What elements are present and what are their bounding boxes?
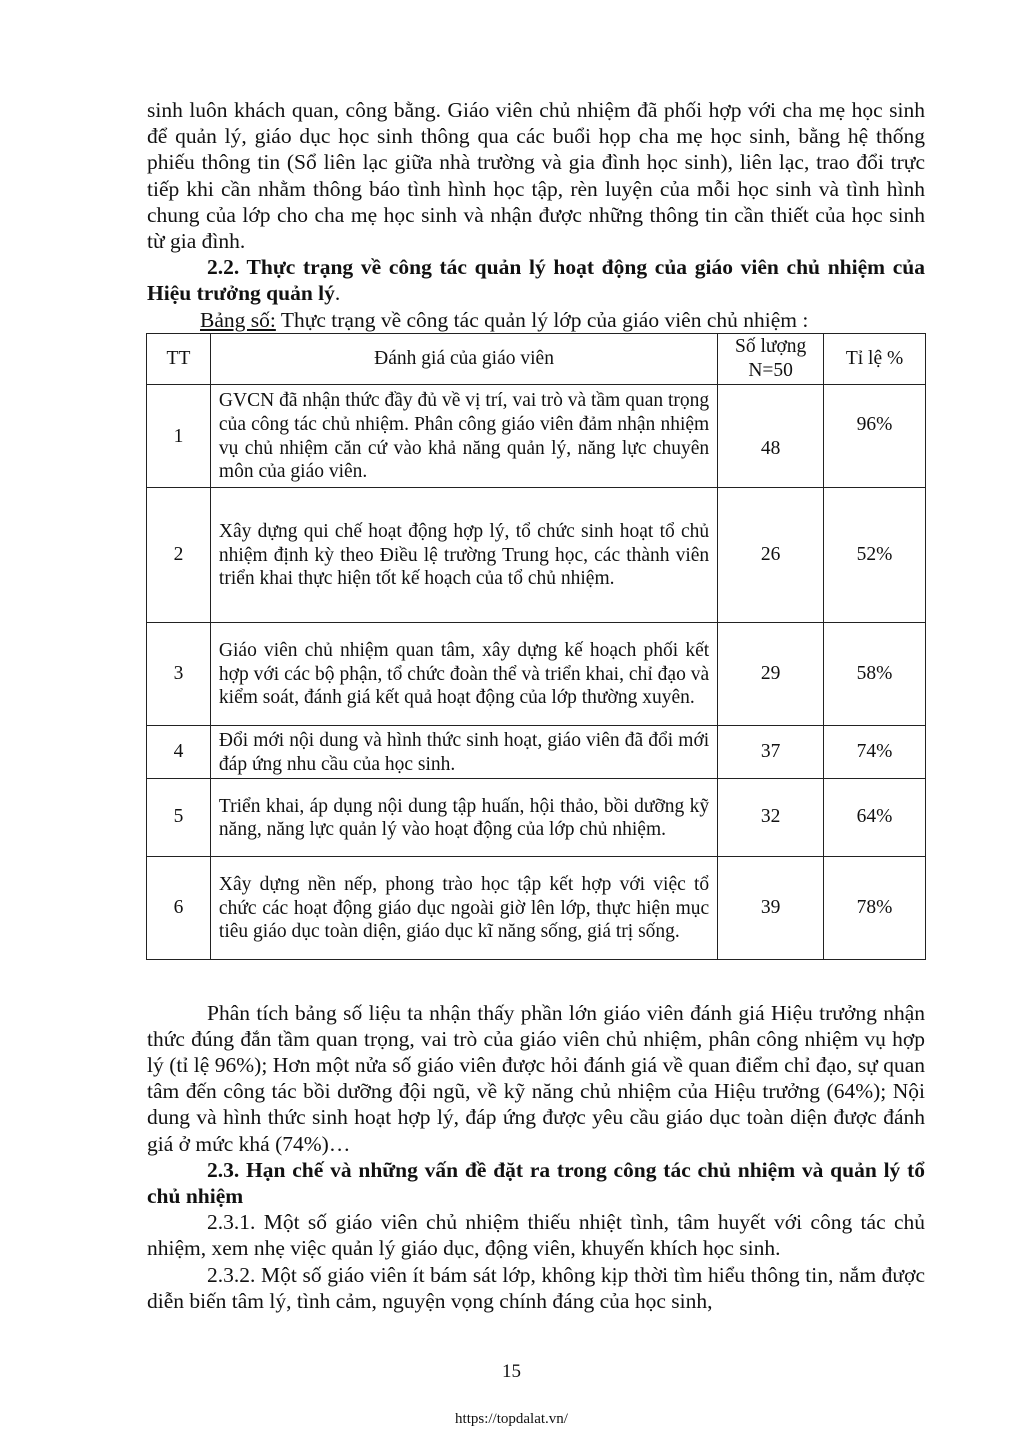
table-row [147,384,926,487]
section-2-2-number: 2.2. [207,255,240,280]
table-caption-text: Thực trạng về công tác quản lý lớp của giáo viên chủ nhiệm : [275,307,809,332]
row-text: Triển khai, áp dụng nội dung tập huấn, hội thảo, bồi dưỡng kỹ năng, năng lực quản lý vào hoạt động của lớp chủ nhiệm. [210,778,717,856]
page-number: 15 [502,1361,521,1382]
table-caption [200,307,925,333]
spacer [147,960,925,1000]
row-count: 39 [718,856,824,959]
row-text: Giáo viên chủ nhiệm quan tâm, xây dựng kế hoạch phối kết hợp với các bộ phận, tổ chức đoàn thể và triển khai, chỉ đạo và kiểm soát, đánh giá kết quả hoạt động của lớp thường xuyên. [210,622,717,725]
row-text: Xây dựng qui chế hoạt động hợp lý, tổ chức sinh hoạt tổ chủ nhiệm định kỳ theo Điều lệ trường Trung học, các thành viên triển khai thực hiện tốt kế hoạch của tổ chủ nhiệm. [210,487,717,622]
header-percent: Tỉ lệ % [824,333,926,384]
row-percent: 58% [824,622,926,725]
row-count: 32 [718,778,824,856]
header-evaluation: Đánh giá của giáo viên [210,333,717,384]
survey-table [146,333,926,960]
analysis-paragraph: Phân tích bảng số liệu ta nhận thấy phần lớn giáo viên đánh giá Hiệu trưởng nhận thức đúng đắn tầm quan trọng, vai trò của giáo viên chủ nhiệm, phân công nhiệm vụ hợp lý (tỉ lệ 96%); Hơn một nửa số giáo viên được hỏi đánh giá về quan điểm chỉ đạo, sự quan tâm đến công tác bồi dưỡng đội ngũ, về kỹ năng chủ nhiệm của Hiệu trưởng (64%); Nội dung và hình thức sinh hoạt hợp lý, đáp ứng được yêu cầu giáo dục toàn diện được đánh giá ở mức khá (74%)… [147,1000,925,1156]
row-count: 29 [718,622,824,725]
table-row [147,487,926,622]
section-2-2-title: Thực trạng về công tác quản lý hoạt động của giáo viên chủ nhiệm của Hiệu trưởng quản lý [147,255,925,306]
table-row [147,856,926,959]
row-percent: 64% [824,778,926,856]
table-row [147,622,926,725]
row-tt: 2 [147,487,211,622]
row-percent: 52% [824,487,926,622]
section-2-2-heading [147,254,925,306]
table-caption-label: Bảng số: [200,307,276,332]
row-percent: 78% [824,856,926,959]
header-count-line2: N=50 [748,359,793,381]
row-count: 26 [718,487,824,622]
row-tt: 4 [147,725,211,778]
header-count [718,333,824,384]
row-text: Đổi mới nội dung và hình thức sinh hoạt, giáo viên đã đổi mới đáp ứng nhu cầu của học sinh. [210,725,717,778]
section-2-2-end: . [334,281,341,306]
document-page [147,97,925,1314]
row-text: Xây dựng nền nếp, phong trào học tập kết hợp với việc tổ chức các hoạt động giáo dục ngoài giờ lên lớp, thực hiện mục tiêu giáo dục toàn diện, giáo dục kĩ năng sống, giá trị sống. [210,856,717,959]
table-header-row [147,333,926,384]
row-tt: 6 [147,856,211,959]
header-count-line1: Số lượng [734,336,807,358]
item-2-3-1: 2.3.1. Một số giáo viên chủ nhiệm thiếu nhiệt tình, tâm huyết với công tác chủ nhiệm, xem nhẹ việc quản lý giáo dục, động viên, khuyến khích học sinh. [147,1210,925,1261]
item-2-3-2: 2.3.2. Một số giáo viên ít bám sát lớp, không kịp thời tìm hiểu thông tin, nắm được diễn biến tâm lý, tình cảm, nguyện vọng chính đáng của học sinh, [147,1262,925,1313]
row-percent: 74% [824,725,926,778]
row-count: 48 [718,384,824,487]
section-2-3-heading: 2.3. Hạn chế và những vấn đề đặt ra trong công tác chủ nhiệm và quản lý tổ chủ nhiệm [147,1157,925,1209]
row-count: 37 [718,725,824,778]
row-tt: 3 [147,622,211,725]
row-tt: 1 [147,384,211,487]
footer-url: https://topdalat.vn/ [455,1411,568,1427]
row-tt: 5 [147,778,211,856]
row-text: GVCN đã nhận thức đầy đủ về vị trí, vai trò và tầm quan trọng của công tác chủ nhiệm. Phân công giáo viên đảm nhận nhiệm vụ chủ nhiệm căn cứ vào khả năng quản lý, năng lực chuyên môn của giáo viên. [210,384,717,487]
table-row [147,725,926,778]
intro-paragraph: sinh luôn khách quan, công bằng. Giáo viên chủ nhiệm đã phối hợp với cha mẹ học sinh để quản lý, giáo dục học sinh thông qua các buổi họp cha mẹ học sinh, bằng hệ thống phiếu thông tin (Sổ liên lạc giữa nhà trường và gia đình học sinh), liên lạc, trao đổi trực tiếp khi cần nhằm thông báo tình hình học tập, rèn luyện của mỗi học sinh và tình hình chung của lớp cho cha mẹ học sinh và nhận được những thông tin cần thiết của học sinh từ gia đình. [147,98,925,254]
table-row [147,778,926,856]
row-percent: 96% [824,384,926,487]
header-tt: TT [147,333,211,384]
